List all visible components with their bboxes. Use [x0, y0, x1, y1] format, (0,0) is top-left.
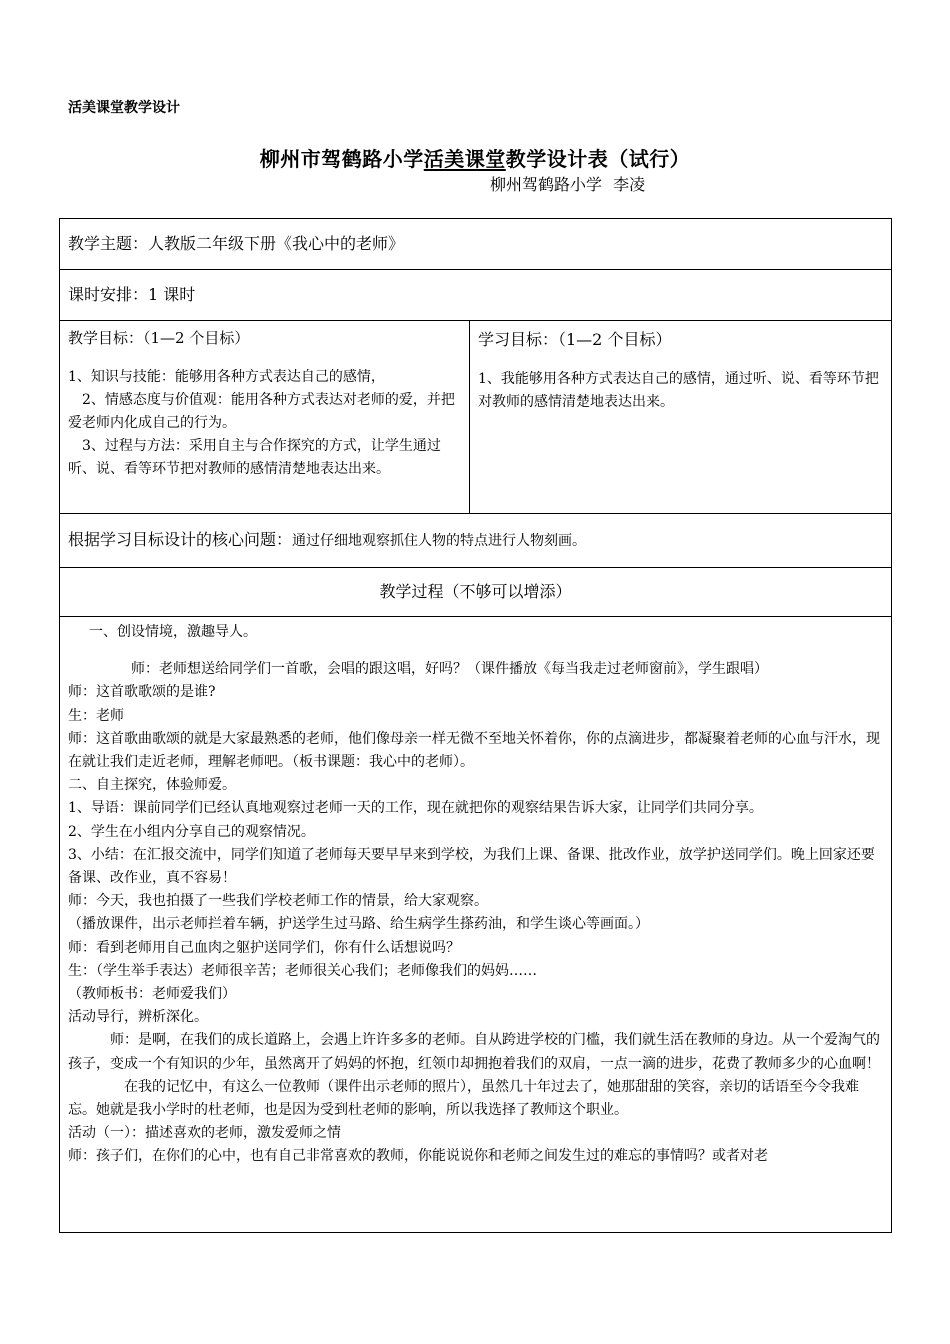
core-question-label: 根据学习目标设计的核心问题：: [68, 530, 293, 549]
process-paragraph: 师：看到老师用自己血肉之躯护送同学们，你有什么话想说吗？: [68, 939, 460, 956]
process-paragraph: （教师板书：老师爱我们）: [68, 986, 236, 1003]
process-paragraph: 师：这首歌歌颂的是谁?: [68, 684, 216, 701]
process-heading: 教学过程（不够可以增添）: [379, 582, 572, 601]
process-paragraph: 2、学生在小组内分享自己的观察情况。: [68, 823, 315, 840]
lesson-theme: 教学主题：人教版二年级下册《我心中的老师》: [68, 234, 405, 253]
theme-cell: [60, 219, 892, 270]
process-paragraph: 在我的记忆中，有这么一位教师（课件出示老师的照片），虽然几十年过去了，她那甜甜的笑容，亲切的话语至今令我难忘。她就是我小学时的杜老师，也是因为受到杜老师的影响，所以我选择了教师这个职业。: [68, 1078, 859, 1119]
hours-cell: [60, 270, 892, 321]
process-paragraph: 生：老师: [68, 707, 124, 724]
title-part-school: 柳州市驾鹤路小学: [259, 147, 424, 171]
title-part-underlined: 活美课堂: [423, 147, 506, 171]
process-paragraph: 活动（一）：描述喜欢的老师，激发爱师之情: [68, 1125, 341, 1142]
lesson-design-table: [59, 218, 892, 1233]
process-paragraph: 活动导行，辨析深化。: [68, 1009, 208, 1026]
learning-goals-text: 1、我能够用各种方式表达自己的感情，通过听、说、看等环节把对教师的感情清楚地表达出来。: [478, 371, 879, 410]
core-question-cell: [60, 514, 892, 568]
process-paragraph: 生：（学生举手表达）老师很辛苦；老师很关心我们；老师像我们的妈妈……: [68, 962, 537, 979]
process-paragraph: 1、导语：课前同学们已经认真地观察过老师一天的工作，现在就把你的观察结果告诉大家，让同学们共同分享。: [68, 800, 763, 817]
process-paragraph: （播放课件，出示老师拦着车辆，护送学生过马路、给生病学生搽药油，和学生谈心等画面。）: [68, 916, 649, 933]
process-paragraph: 师：今天，我也拍摄了一些我们学校老师工作的情景，给大家观察。: [68, 893, 488, 910]
process-paragraph: 师：是啊，在我们的成长道路上，会遇上许许多多的老师。自从跨进学校的门槛，我们就生活在教师的身边。从一个爱淘气的孩子，变成一个有知识的少年，虽然离开了妈妈的怀抱，红领巾却拥抱着我们的双肩，一点一滴的进步，花费了教师多少的心血啊！: [68, 1032, 880, 1072]
objective-item: 2、情感态度与价值观：能用各种方式表达对老师的爱，并把爱老师内化成自己的行为。: [68, 392, 455, 431]
process-heading-cell: [60, 568, 892, 617]
teaching-objectives-heading: 教学目标：（1—2 个目标）: [68, 329, 250, 347]
core-question-value: 通过仔细地观察抓住人物的特点进行人物刻画。: [292, 533, 587, 549]
process-paragraph: 师：老师想送给同学们一首歌，会唱的跟这唱，好吗？（课件播放《每当我走过老师窗前》，学生跟唱）: [131, 661, 768, 678]
lesson-hours: 课时安排：1 课时: [68, 285, 196, 304]
title-part-form: 教学设计表（试行）: [505, 147, 691, 171]
teaching-objectives-cell: [60, 321, 470, 514]
author-byline: 柳州驾鹤路小学 李凌: [490, 175, 646, 194]
document-header-label: 活美课堂教学设计: [68, 100, 180, 116]
process-paragraph: 二、自主探究，体验师爱。: [68, 777, 236, 794]
core-question: [68, 514, 883, 567]
process-body-cell: [60, 617, 892, 1233]
process-paragraph: 师：孩子们，在你们的心中，也有自己非常喜欢的教师，你能说说你和老师之间发生过的难忘的事情吗？或者对老: [68, 1148, 768, 1165]
learning-goals-cell: [470, 321, 892, 514]
process-paragraph: 一、创设情境，激趣导人。: [89, 624, 257, 640]
process-paragraph: 师：这首歌曲歌颂的就是大家最熟悉的老师，他们像母亲一样无微不至地关怀着你，你的点滴进步，都凝聚着老师的心血与汗水，现在就让我们走近老师，理解老师吧。（板书课题：我心中的老师）。: [68, 730, 880, 771]
teaching-objectives-list: [68, 366, 461, 481]
objective-item: 3、过程与方法：采用自主与合作探究的方式，让学生通过听、说、看等环节把对教师的感情清楚地表达出来。: [68, 438, 441, 477]
process-body: [68, 617, 883, 1169]
document-title: [0, 143, 950, 172]
process-paragraph: 3、小结：在汇报交流中，同学们知道了老师每天要早早来到学校，为我们上课、备课、批改作业，放学护送同学们。晚上回家还要备课、改作业，真不容易！: [68, 846, 875, 887]
objective-item: 1、知识与技能：能够用各种方式表达自己的感情，: [68, 369, 385, 385]
learning-goals-heading: 学习目标：（1—2 个目标）: [478, 330, 672, 349]
